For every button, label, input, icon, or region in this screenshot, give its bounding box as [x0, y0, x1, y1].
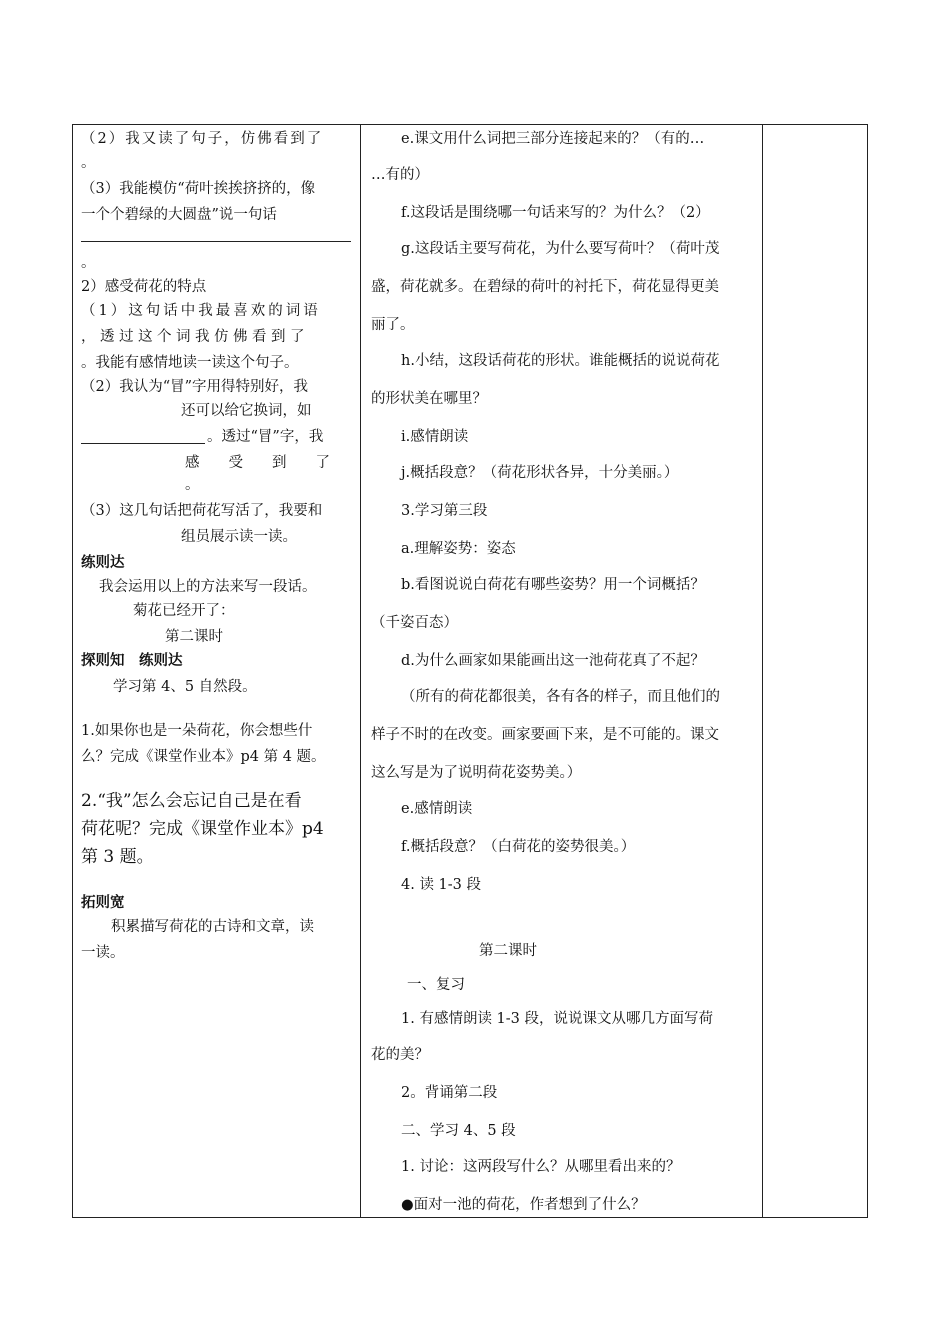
- answer-blank: [81, 443, 205, 444]
- text-line: a.理解姿势：姿态: [401, 541, 516, 557]
- text-line: （1）这句话中我最喜欢的词语: [81, 303, 321, 319]
- text-line: 。我能有感情地读一读这个句子。: [81, 355, 299, 371]
- text-line: 2）感受荷花的特点: [81, 279, 207, 295]
- notes-column: [763, 125, 867, 1217]
- text-line: 3.学习第三段: [401, 503, 488, 519]
- text-line: 2。背诵第二段: [401, 1085, 498, 1101]
- text-line: 二、学习 4、5 段: [401, 1123, 516, 1139]
- section-heading: 第二课时: [479, 943, 537, 959]
- text-line: 盛，荷花就多。在碧绿的荷叶的衬托下，荷花显得更美: [371, 279, 719, 295]
- text-line: 感 受 到 了: [185, 455, 330, 471]
- lesson-plan-table: [72, 124, 868, 1218]
- text-line: 的形状美在哪里？: [371, 391, 487, 407]
- answer-blank: [81, 241, 351, 242]
- text-line: （所有的荷花都很美，各有各的样子，而且他们的: [401, 689, 720, 705]
- text-line: 我会运用以上的方法来写一段话。: [99, 579, 317, 595]
- text-line: d.为什么画家如果能画出这一池荷花真了不起？: [401, 653, 705, 669]
- text-line: （3）我能模仿“荷叶挨挨挤挤的，像: [81, 181, 316, 197]
- text-line: h.小结，这段话荷花的形状。谁能概括的说说荷花: [401, 353, 720, 369]
- text-line: 1. 讨论：这两段写什么？从哪里看出来的？: [401, 1159, 681, 1175]
- text-line: 样子不时的在改变。画家要画下来，是不可能的。课文: [371, 727, 719, 743]
- text-line: 丽了。: [371, 317, 415, 333]
- text-line: 1. 有感情朗读 1-3 段，说说课文从哪几方面写荷: [401, 1011, 714, 1027]
- text-line: （3）这几句话把荷花写活了，我要和: [81, 503, 323, 519]
- text-line: 2.“我”怎么会忘记自己是在看: [81, 791, 302, 811]
- text-line: 么？完成《课堂作业本》p4 第 4 题。: [81, 749, 326, 765]
- text-line: f.这段话是围绕哪一句话来写的？为什么？（2）: [401, 205, 710, 221]
- text-line: 一读。: [81, 945, 125, 961]
- text-line: e.感情朗读: [401, 801, 473, 817]
- text-line: ，透过这个词我仿佛看到了: [81, 329, 309, 345]
- column-divider: [360, 125, 361, 1217]
- text-line: b.看图说说白荷花有哪些姿势？用一个词概括？: [401, 577, 705, 593]
- text-line: e.课文用什么词把三部分连接起来的？（有的…: [401, 131, 705, 147]
- text-line: f.概括段意？（白荷花的姿势很美。）: [401, 839, 636, 855]
- text-line: 4. 读 1-3 段: [401, 877, 482, 893]
- section-heading: 拓则宽: [81, 894, 125, 911]
- text-line: 花的美？: [371, 1047, 429, 1063]
- text-line: （2）我又读了句子，仿佛看到了: [81, 131, 324, 147]
- text-line: 第 3 题。: [81, 847, 154, 867]
- text-line: 学习第 4、5 自然段。: [113, 679, 257, 695]
- text-line: 。: [185, 477, 200, 493]
- text-line: （千姿百态）: [371, 615, 458, 631]
- text-line: 一、复习: [407, 977, 465, 993]
- text-line: 一个个碧绿的大圆盘”说一句话: [81, 207, 277, 223]
- text-line: 。: [81, 155, 96, 171]
- text-line: 这么写是为了说明荷花姿势美。）: [371, 765, 582, 781]
- text-line: （2）我认为“冒”字用得特别好，我: [81, 379, 309, 395]
- text-line: 还可以给它换词，如: [181, 403, 312, 419]
- section-heading: 探则知 练则达: [81, 652, 183, 669]
- text-line: 菊花已经开了：: [133, 603, 235, 619]
- text-line: j.概括段意？（荷花形状各异，十分美丽。）: [401, 465, 679, 481]
- text-line: g.这段话主要写荷花，为什么要写荷叶？（荷叶茂: [401, 241, 720, 257]
- text-line: 第二课时: [165, 629, 223, 645]
- text-line: i.感情朗读: [401, 429, 469, 445]
- text-line: 荷花呢？完成《课堂作业本》p4: [81, 819, 324, 839]
- text-line: ●面对一池的荷花，作者想到了什么？: [401, 1197, 646, 1213]
- text-line: 积累描写荷花的古诗和文章，读: [111, 919, 314, 935]
- text-line: 组员展示读一读。: [181, 529, 297, 545]
- text-line: 。透过“冒”字，我: [207, 429, 324, 445]
- text-line: …有的）: [371, 167, 429, 183]
- section-heading: 练则达: [81, 554, 125, 571]
- text-line: 1.如果你也是一朵荷花，你会想些什: [81, 723, 313, 739]
- text-line: 。: [81, 255, 96, 271]
